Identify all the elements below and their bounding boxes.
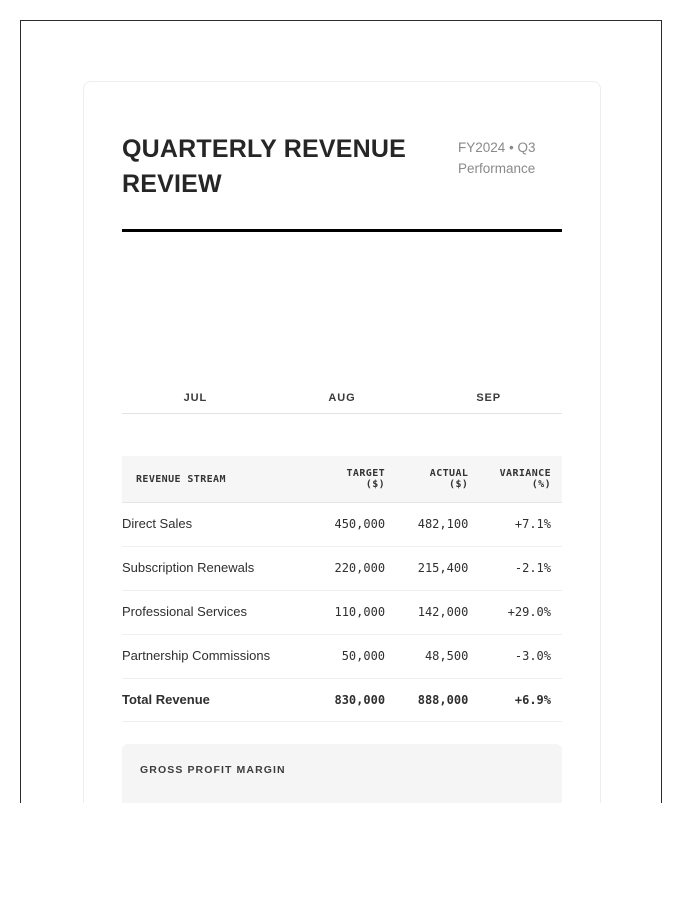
column-header-target-unit: ($): [365, 479, 386, 490]
column-header-variance: [468, 456, 562, 503]
table-row: [122, 590, 562, 634]
cell-target: 830,000: [302, 678, 385, 722]
table-row: [122, 503, 562, 547]
cell-revenue-stream: Total Revenue: [122, 678, 302, 722]
cell-revenue-stream: Direct Sales: [122, 503, 302, 547]
gross-profit-margin-panel: [122, 744, 562, 803]
cell-target: 220,000: [302, 546, 385, 590]
column-header-actual-unit: ($): [449, 479, 469, 490]
document-card: [83, 81, 601, 803]
cell-revenue-stream: Professional Services: [122, 590, 302, 634]
revenue-table-header: [122, 456, 562, 503]
table-row: [122, 546, 562, 590]
month-label-sep: SEP: [476, 392, 502, 404]
table-spacer: [122, 414, 562, 456]
cell-variance: +7.1%: [468, 503, 562, 547]
cell-variance: +6.9%: [468, 678, 562, 722]
cell-actual: 482,100: [385, 503, 468, 547]
chart-placeholder: [122, 232, 562, 392]
cell-variance: -2.1%: [468, 546, 562, 590]
cell-target: 50,000: [302, 634, 385, 678]
cell-target: 450,000: [302, 503, 385, 547]
gross-profit-margin-label: GROSS PROFIT MARGIN: [140, 764, 286, 777]
column-header-target-text: TARGET: [346, 468, 386, 479]
cell-target: 110,000: [302, 590, 385, 634]
table-row: [122, 634, 562, 678]
column-header-actual: [385, 456, 468, 503]
page-title: QUARTERLY REVENUE REVIEW: [122, 135, 407, 198]
revenue-table-body: [122, 503, 562, 722]
cell-variance: -3.0%: [468, 634, 562, 678]
column-header-variance-text: VARIANCE: [499, 468, 551, 479]
cell-actual: 215,400: [385, 546, 468, 590]
column-header-variance-unit: (%): [531, 479, 551, 490]
cell-revenue-stream: Partnership Commissions: [122, 634, 302, 678]
document-header: [122, 82, 562, 201]
month-scale: [122, 392, 562, 413]
document-meta: FY2024 • Q3 Performance: [458, 140, 536, 176]
page-frame: [20, 20, 662, 803]
cell-actual: 48,500: [385, 634, 468, 678]
cell-variance: +29.0%: [468, 590, 562, 634]
cell-actual: 142,000: [385, 590, 468, 634]
revenue-table: [122, 456, 562, 722]
cell-actual: 888,000: [385, 678, 468, 722]
column-header-target: [302, 456, 385, 503]
table-header-row: [122, 456, 562, 503]
column-header-actual-text: ACTUAL: [429, 468, 469, 479]
month-label-aug: AUG: [328, 392, 356, 404]
cell-revenue-stream: Subscription Renewals: [122, 546, 302, 590]
column-header-revenue-stream: REVENUE STREAM: [122, 456, 302, 503]
table-row-total: [122, 678, 562, 722]
month-label-jul: JUL: [183, 392, 208, 404]
card-content: [84, 82, 600, 803]
